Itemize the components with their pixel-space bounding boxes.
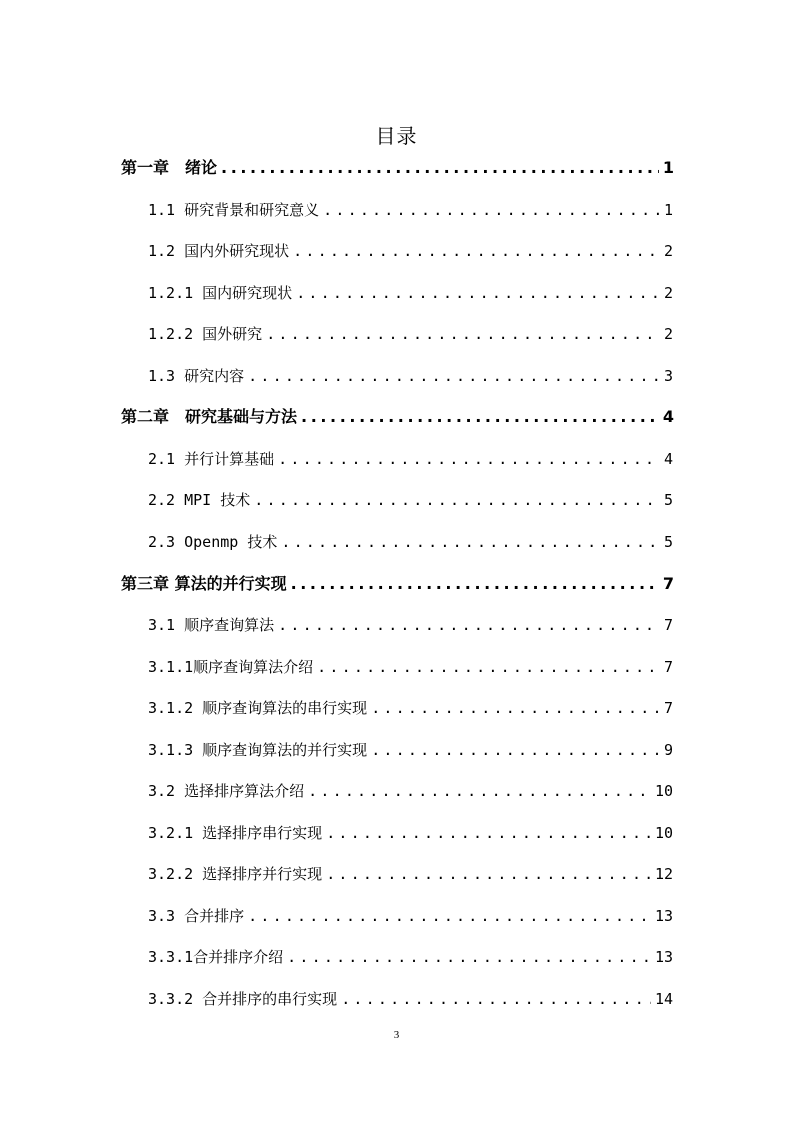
toc-section-entry[interactable] xyxy=(148,654,673,680)
toc-leader-dots xyxy=(221,155,659,181)
toc-section-entry[interactable] xyxy=(148,695,673,721)
toc-section-entry[interactable] xyxy=(148,238,673,264)
toc-section-entry[interactable] xyxy=(148,321,673,347)
toc-section-entry[interactable] xyxy=(148,487,673,513)
toc-section-entry[interactable] xyxy=(148,197,673,223)
toc-entry-label: 2.2 MPI 技术 xyxy=(148,491,251,510)
toc-entry-label: 3.3.2 合并排序的串行实现 xyxy=(148,990,338,1008)
toc-section-entry[interactable] xyxy=(148,446,673,472)
toc-section-entry[interactable] xyxy=(148,944,673,970)
toc-section-entry[interactable] xyxy=(148,612,673,638)
toc-leader-dots xyxy=(248,903,651,929)
toc-entry-label: 1.1 研究背景和研究意义 xyxy=(148,200,320,219)
toc-entry-page-number: 12 xyxy=(654,865,673,884)
toc-leader-dots xyxy=(287,944,651,970)
toc-section-entry[interactable] xyxy=(148,861,673,887)
toc-entry-page-number: 4 xyxy=(662,407,674,427)
toc-chapter-entry[interactable] xyxy=(121,571,674,597)
toc-entry-page-number: 7 xyxy=(663,657,673,676)
toc-section-entry[interactable] xyxy=(148,529,673,555)
toc-leader-dots xyxy=(254,487,660,513)
toc-entry-label: 3.3.1合并排序介绍 xyxy=(148,948,284,967)
toc-leader-dots xyxy=(278,446,660,472)
toc-leader-dots xyxy=(323,197,660,223)
toc-entry-page-number: 13 xyxy=(654,948,673,967)
toc-entry-page-number: 13 xyxy=(654,906,673,925)
toc-leader-dots xyxy=(341,986,651,1012)
toc-leader-dots xyxy=(326,861,651,887)
toc-entry-label: 1.3 研究内容 xyxy=(148,366,245,385)
toc-leader-dots xyxy=(301,404,659,430)
toc-section-entry[interactable] xyxy=(148,363,673,389)
toc-leader-dots xyxy=(266,321,660,347)
toc-entry-page-number: 1 xyxy=(662,158,674,177)
toc-entry-label: 3.1.3 顺序查询算法的并行实现 xyxy=(148,740,368,759)
toc-section-entry[interactable] xyxy=(148,903,673,929)
toc-entry-page-number: 3 xyxy=(663,366,673,385)
toc-entry-label: 1.2 国内外研究现状 xyxy=(148,242,290,261)
toc-entry-page-number: 4 xyxy=(663,449,673,468)
toc-entry-page-number: 2 xyxy=(663,283,673,302)
toc-leader-dots xyxy=(281,529,660,555)
toc-entry-page-number: 7 xyxy=(662,573,674,593)
toc-entry-page-number: 10 xyxy=(654,823,673,842)
toc-entry-page-number: 2 xyxy=(663,242,673,261)
toc-leader-dots xyxy=(371,737,660,763)
toc-leader-dots xyxy=(278,612,660,638)
toc-entry-label: 3.1 顺序查询算法 xyxy=(148,616,275,635)
toc-entry-label: 2.3 Openmp 技术 xyxy=(148,532,278,551)
toc-chapter-entry[interactable] xyxy=(121,155,674,181)
toc-entry-label: 第三章 算法的并行实现 xyxy=(121,573,287,593)
toc-entry-label: 1.2.2 国外研究 xyxy=(148,325,263,344)
toc-entry-page-number: 10 xyxy=(654,782,673,801)
toc-leader-dots xyxy=(308,778,651,804)
toc-section-entry[interactable] xyxy=(148,737,673,763)
toc-entry-page-number: 5 xyxy=(663,532,673,551)
toc-entry-label: 第二章 研究基础与方法 xyxy=(121,407,298,427)
toc-entry-label: 3.3 合并排序 xyxy=(148,906,245,925)
page-number-footer: 3 xyxy=(393,1029,400,1041)
toc-section-entry[interactable] xyxy=(148,280,673,306)
toc-entry-page-number: 9 xyxy=(663,740,673,759)
toc-entry-label: 2.1 并行计算基础 xyxy=(148,449,275,468)
toc-leader-dots xyxy=(296,280,660,306)
toc-section-entry[interactable] xyxy=(148,986,673,1012)
toc-leader-dots xyxy=(371,695,660,721)
toc-entry-page-number: 1 xyxy=(663,200,673,219)
toc-entry-page-number: 14 xyxy=(654,990,673,1008)
toc-section-entry[interactable] xyxy=(148,820,673,846)
toc-entry-label: 3.1.1顺序查询算法介绍 xyxy=(148,657,314,676)
toc-entry-label: 第一章 绪论 xyxy=(121,158,218,177)
toc-leader-dots xyxy=(293,238,660,264)
toc-entry-page-number: 7 xyxy=(663,616,673,635)
toc-leader-dots xyxy=(248,363,660,389)
toc-entry-page-number: 5 xyxy=(663,491,673,510)
toc-entry-label: 3.2 选择排序算法介绍 xyxy=(148,782,305,801)
toc-section-entry[interactable] xyxy=(148,778,673,804)
toc-entry-label: 3.1.2 顺序查询算法的串行实现 xyxy=(148,699,368,718)
toc-leader-dots xyxy=(317,654,660,680)
toc-leader-dots xyxy=(326,820,651,846)
toc-entry-page-number: 2 xyxy=(663,325,673,344)
toc-entry-page-number: 7 xyxy=(663,699,673,718)
toc-chapter-entry[interactable] xyxy=(121,404,674,430)
toc-entry-label: 1.2.1 国内研究现状 xyxy=(148,283,293,302)
toc-title: 目录 xyxy=(375,124,418,148)
toc-entry-label: 3.2.2 选择排序并行实现 xyxy=(148,865,323,884)
toc-entry-label: 3.2.1 选择排序串行实现 xyxy=(148,823,323,842)
toc-leader-dots xyxy=(291,571,659,597)
